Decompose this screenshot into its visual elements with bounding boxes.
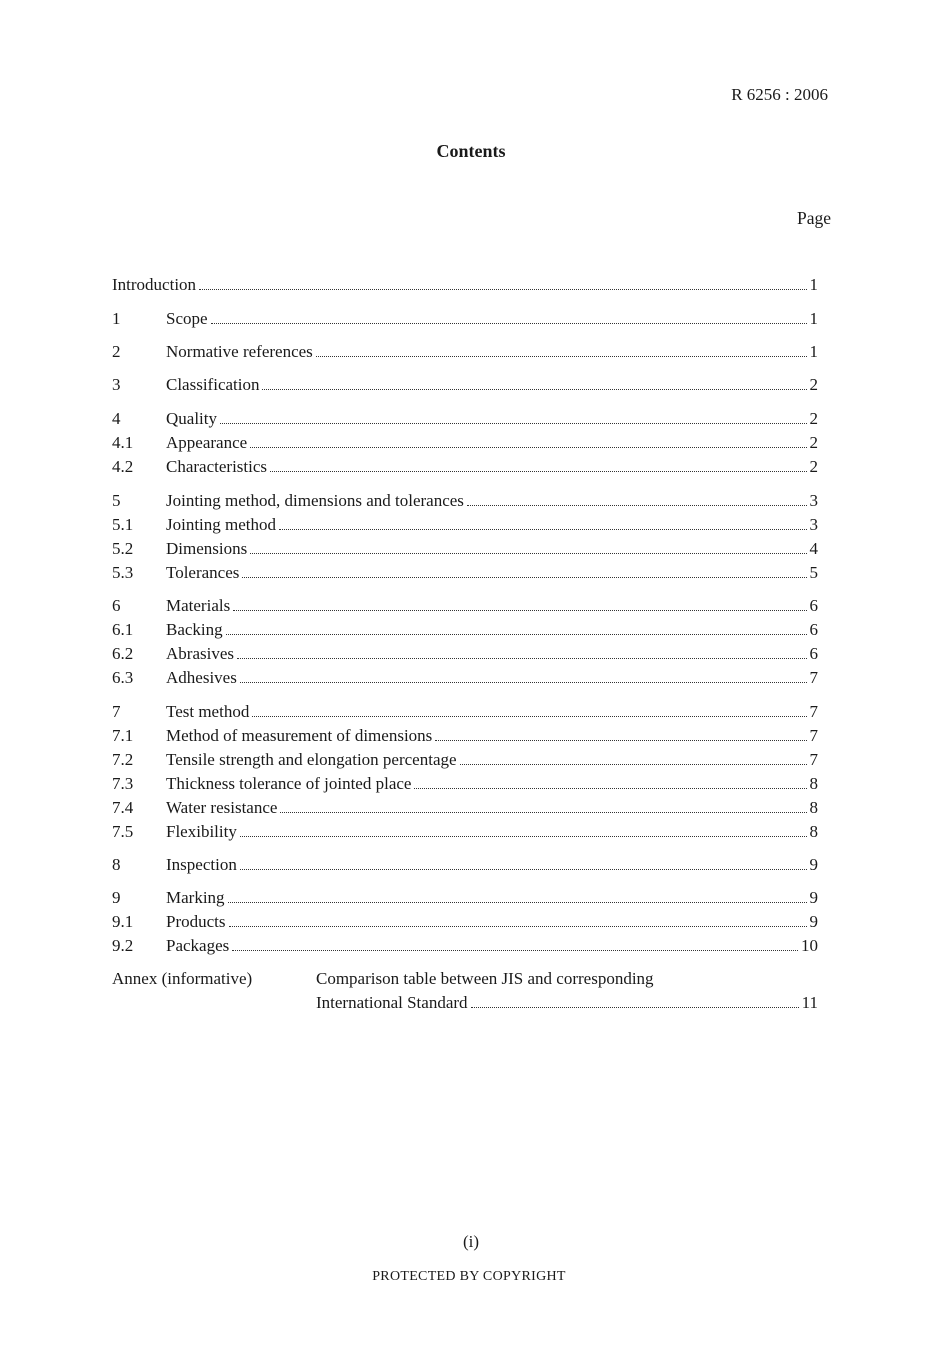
toc-entry-title: Tensile strength and elongation percentage — [166, 750, 457, 769]
toc-entry-title: Dimensions — [166, 539, 248, 558]
toc-entry-number: 1 — [112, 309, 121, 328]
toc-entry-title: Abrasives — [166, 644, 234, 663]
toc-entry-title: Backing — [166, 620, 223, 639]
toc-entry-title: Inspection — [166, 855, 237, 874]
toc-entry-number: 9 — [112, 888, 121, 907]
dot-leader — [242, 571, 806, 578]
dot-leader — [240, 863, 807, 870]
toc-entry-materials[interactable] — [112, 595, 818, 617]
toc-entry-page: 2 — [809, 457, 818, 476]
contents-title: Contents — [436, 141, 506, 161]
toc-entry-title: Scope — [166, 309, 208, 328]
dot-leader — [250, 547, 806, 554]
dot-leader — [414, 782, 806, 789]
toc-entry-page: 3 — [809, 491, 818, 510]
dot-leader — [252, 710, 806, 717]
toc-entry-title: Tolerances — [166, 563, 240, 582]
toc-entry-jointing-dimensions-tolerances[interactable] — [112, 490, 818, 512]
toc-entry-number: 7 — [112, 702, 121, 721]
toc-entry-number: 2 — [112, 342, 121, 361]
toc-entry-flexibility[interactable] — [112, 821, 818, 843]
dot-leader — [280, 806, 806, 813]
document-id: R 6256 : 2006 — [731, 85, 828, 104]
toc-entry-number: 5.2 — [112, 539, 134, 558]
toc-entry-number: 5.3 — [112, 563, 134, 582]
dot-leader — [471, 1001, 799, 1008]
toc-entry-scope[interactable] — [112, 308, 818, 330]
toc-entry-page: 5 — [809, 563, 818, 582]
toc-entry-page: 7 — [809, 702, 818, 721]
annex-label: Annex (informative) — [112, 969, 253, 988]
toc-entry-title: Jointing method — [166, 515, 277, 534]
toc-entry-thickness-tolerance[interactable] — [112, 773, 818, 795]
toc-entry-page: 1 — [809, 275, 818, 294]
toc-entry-dimensions[interactable] — [112, 538, 818, 560]
toc-entry-page: 1 — [809, 342, 818, 361]
toc-entry-title: Flexibility — [166, 822, 237, 841]
toc-entry-products[interactable] — [112, 911, 818, 933]
toc-entry-page: 7 — [809, 750, 818, 769]
toc-entry-classification[interactable] — [112, 374, 818, 396]
toc-entry-page: 3 — [809, 515, 818, 534]
toc-entry-annex[interactable] — [316, 992, 818, 1014]
toc-entry-title: Classification — [166, 375, 260, 394]
toc-entry-water-resistance[interactable] — [112, 797, 818, 819]
toc-entry-tolerances[interactable] — [112, 562, 818, 584]
toc-entry-number: 3 — [112, 375, 121, 394]
toc-entry-page: 4 — [809, 539, 818, 558]
dot-leader — [270, 465, 806, 472]
toc-entry-page: 6 — [809, 644, 818, 663]
toc-entry-title: Marking — [166, 888, 225, 907]
toc-entry-title: Normative references — [166, 342, 313, 361]
toc-entry-page: 9 — [809, 855, 818, 874]
toc-entry-introduction[interactable] — [112, 274, 818, 296]
toc-entry-tensile-strength[interactable] — [112, 749, 818, 771]
toc-entry-number: 7.1 — [112, 726, 134, 745]
toc-entry-inspection[interactable] — [112, 854, 818, 876]
dot-leader — [250, 441, 806, 448]
toc-entry-page: 7 — [809, 668, 818, 687]
toc-entry-quality[interactable] — [112, 408, 818, 430]
toc-entry-number: 5.1 — [112, 515, 134, 534]
toc-entry-abrasives[interactable] — [112, 643, 818, 665]
dot-leader — [199, 283, 806, 290]
dot-leader — [279, 523, 806, 530]
toc-entry-title: Thickness tolerance of jointed place — [166, 774, 412, 793]
toc-entry-backing[interactable] — [112, 619, 818, 641]
dot-leader — [228, 896, 807, 903]
toc-entry-number: 6.2 — [112, 644, 134, 663]
dot-leader — [240, 676, 807, 683]
annex-title-line2: International Standard — [316, 993, 468, 1012]
toc-entry-page: 11 — [801, 993, 818, 1012]
toc-entry-adhesives[interactable] — [112, 667, 818, 689]
dot-leader — [220, 417, 807, 424]
toc-entry-measurement-of-dimensions[interactable] — [112, 725, 818, 747]
page-column-label: Page — [796, 208, 831, 228]
toc-entry-jointing-method[interactable] — [112, 514, 818, 536]
dot-leader — [211, 317, 807, 324]
toc-entry-page: 6 — [809, 620, 818, 639]
toc-entry-title: Quality — [166, 409, 217, 428]
toc-entry-page: 8 — [809, 774, 818, 793]
toc-entry-marking[interactable] — [112, 887, 818, 909]
toc-entry-page: 10 — [801, 936, 818, 955]
toc-entry-title: Characteristics — [166, 457, 268, 476]
toc-entry-title: Introduction — [112, 275, 197, 294]
toc-entry-number: 6.3 — [112, 668, 134, 687]
dot-leader — [232, 944, 798, 951]
copyright-notice: PROTECTED BY COPYRIGHT — [372, 1269, 566, 1284]
toc-entry-number: 5 — [112, 491, 121, 510]
toc-entry-page: 9 — [809, 888, 818, 907]
toc-entry-packages[interactable] — [112, 935, 818, 957]
toc-entry-page: 2 — [809, 433, 818, 452]
toc-entry-number: 4.2 — [112, 457, 134, 476]
dot-leader — [229, 920, 807, 927]
toc-entry-number: 4 — [112, 409, 121, 428]
toc-entry-page: 7 — [809, 726, 818, 745]
dot-leader — [435, 734, 806, 741]
toc-entry-appearance[interactable] — [112, 432, 818, 454]
dot-leader — [226, 628, 807, 635]
toc-entry-characteristics[interactable] — [112, 456, 818, 478]
toc-entry-title: Jointing method, dimensions and tolerances — [166, 491, 464, 510]
toc-entry-title: Water resistance — [166, 798, 278, 817]
toc-entry-page: 8 — [809, 822, 818, 841]
toc-entry-number: 7.2 — [112, 750, 134, 769]
toc-entry-number: 6 — [112, 596, 121, 615]
toc-entry-normative-references[interactable] — [112, 341, 818, 363]
toc-entry-number: 4.1 — [112, 433, 134, 452]
toc-entry-title: Appearance — [166, 433, 248, 452]
toc-entry-title: Method of measurement of dimensions — [166, 726, 433, 745]
toc-entry-title: Packages — [166, 936, 230, 955]
dot-leader — [316, 350, 807, 357]
toc-entry-page: 6 — [809, 596, 818, 615]
toc-entry-number: 7.4 — [112, 798, 134, 817]
dot-leader — [467, 499, 807, 506]
toc-entry-page: 1 — [809, 309, 818, 328]
dot-leader — [240, 830, 807, 837]
toc-entry-title: Test method — [166, 702, 250, 721]
toc-entry-number: 7.3 — [112, 774, 134, 793]
toc-entry-page: 2 — [809, 375, 818, 394]
toc-entry-title: Products — [166, 912, 226, 931]
page-number: (i) — [462, 1232, 480, 1251]
toc-entry-title: Materials — [166, 596, 231, 615]
toc-entry-number: 8 — [112, 855, 121, 874]
dot-leader — [262, 383, 806, 390]
toc-entry-number: 7.5 — [112, 822, 134, 841]
toc-entry-page: 9 — [809, 912, 818, 931]
dot-leader — [233, 604, 806, 611]
dot-leader — [237, 652, 807, 659]
toc-entry-page: 2 — [809, 409, 818, 428]
toc-entry-number: 9.1 — [112, 912, 134, 931]
annex-title-line1[interactable]: Comparison table between JIS and corresponding — [316, 969, 654, 988]
dot-leader — [460, 758, 807, 765]
toc-entry-page: 8 — [809, 798, 818, 817]
toc-entry-title: Adhesives — [166, 668, 237, 687]
toc-entry-test-method[interactable] — [112, 701, 818, 723]
toc-entry-number: 6.1 — [112, 620, 134, 639]
toc-entry-number: 9.2 — [112, 936, 134, 955]
